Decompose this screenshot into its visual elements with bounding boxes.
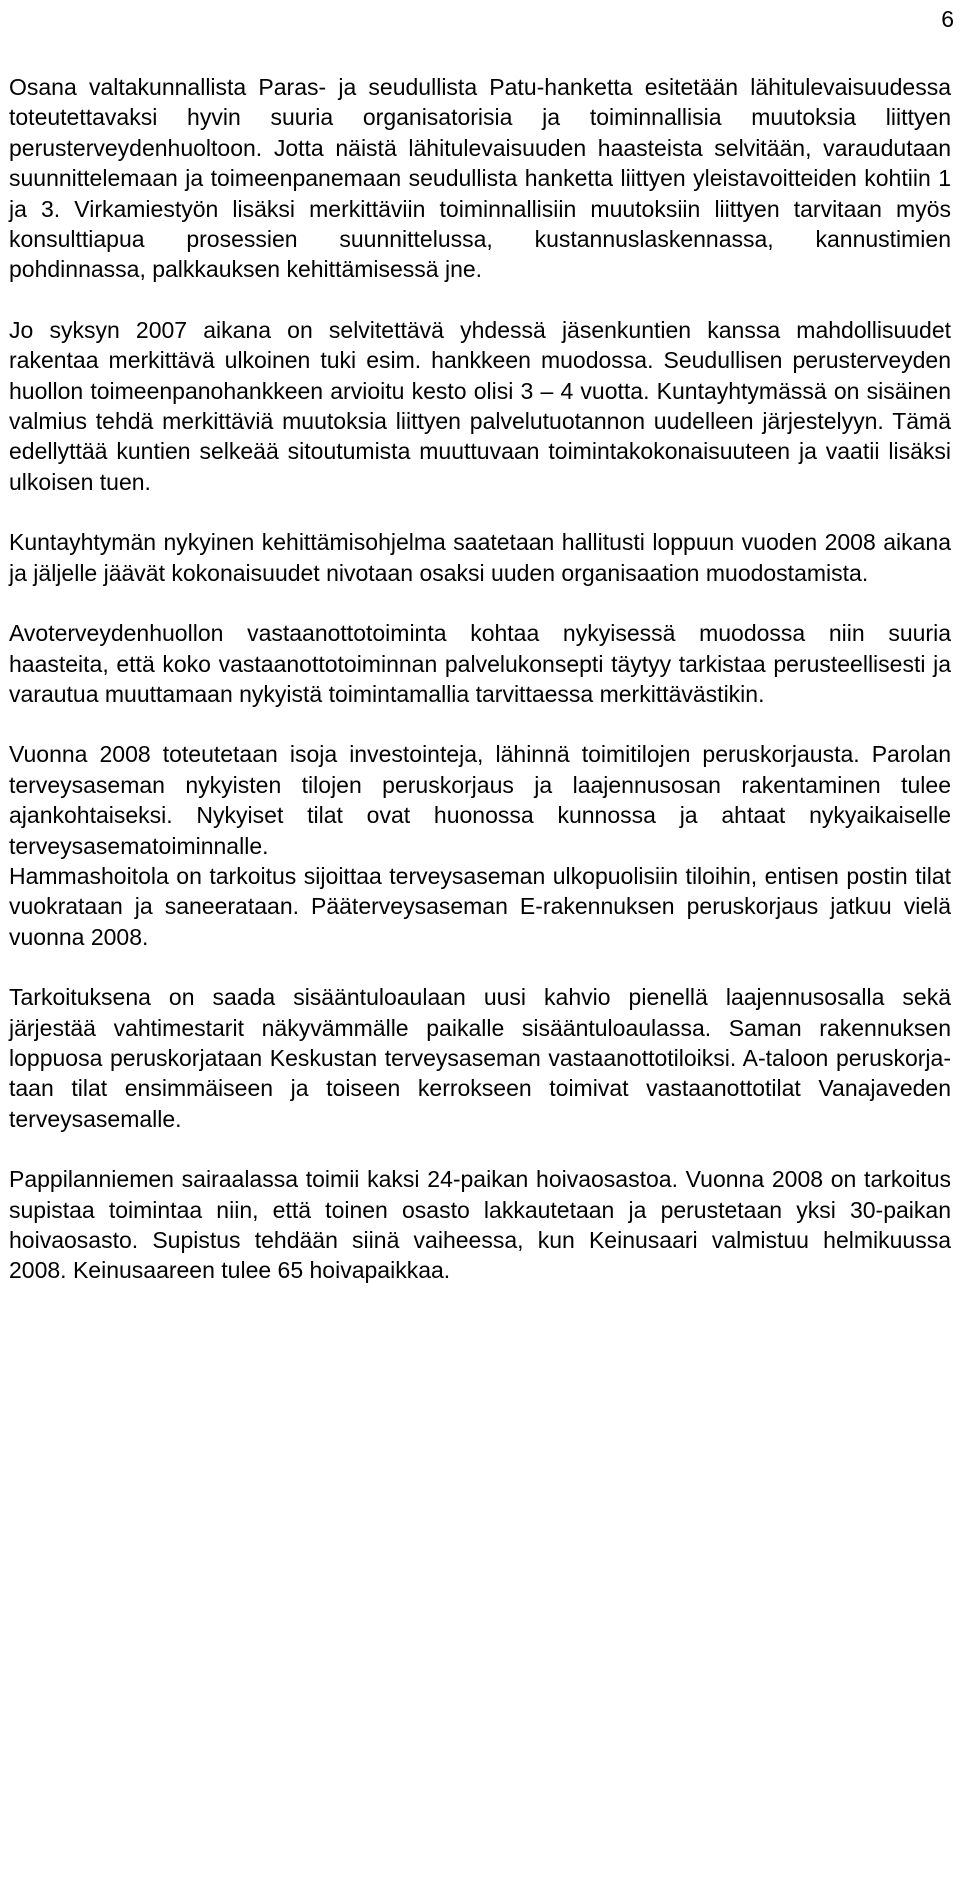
document-body [9, 72, 951, 1286]
paragraph-sisaantuloaula: Tarkoituksena on saada sisääntuloaulaan uusi kahvio pienellä laajennusosalla sekä järjestää vahtimestarit näkyvämmälle paikalle sisääntuloaulassa. Saman rakennuksen loppuosa peruskorjataan Keskustan terveysaseman vastaanottotiloiksi. A-taloon peruskorjataan tilat ensimmäiseen ja toiseen kerrokseen toimivat vastaanottotilat Vanajaveden terveysasemalle. [9, 984, 951, 1132]
paragraph-paras-patu: Osana valtakunnallista Paras- ja seudullista Patu-hanketta esitetään lähitulevaisuudessa toteutettavaksi hyvin suuria organisatorisia ja toiminnallisia muutoksia liittyen perusterveydenhuoltoon. Jotta näistä lähitulevaisuuden haasteista selvitään, varaudutaan suunnittelemaan ja toimeenpanemaan seudullista hanketta liittyen yleistavoitteiden kohtiin 1 ja 3. Virkamiestyön lisäksi merkittäviin toiminnallisiin muutoksiin liittyen tarvitaan myös konsulttiapua prosessien suunnittelussa, kustannuslaskennassa, kannustimien pohdinnassa, palkkauksen kehittämisessä jne. [9, 74, 951, 283]
paragraph-avoterveydenhuolto: Avoterveydenhuollon vastaanottotoiminta kohtaa nykyisessä muodossa niin suuria haasteita, että koko vastaanottotoiminnan palvelukonsepti täytyy tarkistaa perusteellisesti ja varautua muuttamaan nykyistä toimintamallia tarvittaessa merkittävästikin. [9, 620, 951, 707]
paragraph-syksy-2007: Jo syksyn 2007 aikana on selvitettävä yhdessä jäsenkuntien kanssa mahdollisuudet rakentaa merkittävä ulkoinen tuki esim. hankkeen muodossa. Seudullisen perusterveyden huollon toimeenpanohankkeen arvioitu kesto olisi 3 – 4 vuotta. Kuntayhtymässä on sisäinen valmius tehdä merkittäviä muutoksia liittyen palvelutuotannon uudelleen järjestelyyn. Tämä edellyttää kuntien selkeää sitoutumista muuttuvaan toimintakokonaisuuteen ja vaatii lisäksi ulkoisen tuen. [9, 316, 951, 495]
paragraph-investoinnit-2008: Vuonna 2008 toteutetaan isoja investointeja, lähinnä toimitilojen peruskorjausta. Parolan terveysaseman nykyisten tilojen peruskorjaus ja laajennusosan rakentaminen tulee ajankohtaiseksi. Nykyiset tilat ovat huonossa kunnossa ja ahtaat nykyaikaiselle terveysasematoiminnalle. [9, 741, 951, 859]
paragraph-kehittamisohjelma: Kuntayhtymän nykyinen kehittämisohjelma saatetaan hallitusti loppuun vuoden 2008 aikana ja jäljelle jäävät kokonaisuudet nivotaan osaksi uuden organisaation muodostamista. [9, 529, 951, 586]
paragraph-hammashoitola: Hammashoitola on tarkoitus sijoittaa terveysaseman ulkopuolisiin tiloihin, entisen postin tilat vuokrataan ja saneerataan. Pääterveysaseman E-rakennuksen peruskorjaus jatkuu vielä vuonna 2008. [9, 862, 951, 950]
paragraph-pappilanniemi: Pappilanniemen sairaalassa toimii kaksi 24-paikan hoivaosastoa. Vuonna 2008 on tarkoitus supistaa toimintaa niin, että toinen osasto lakkautetaan ja perustetaan yksi 30-paikan hoivaosasto. Supistus tehdään siinä vaiheessa, kun Keinusaari valmistuu helmikuussa 2008. Keinusaareen tulee 65 hoivapaikkaa. [9, 1166, 951, 1284]
page-number: 6 [941, 6, 954, 32]
